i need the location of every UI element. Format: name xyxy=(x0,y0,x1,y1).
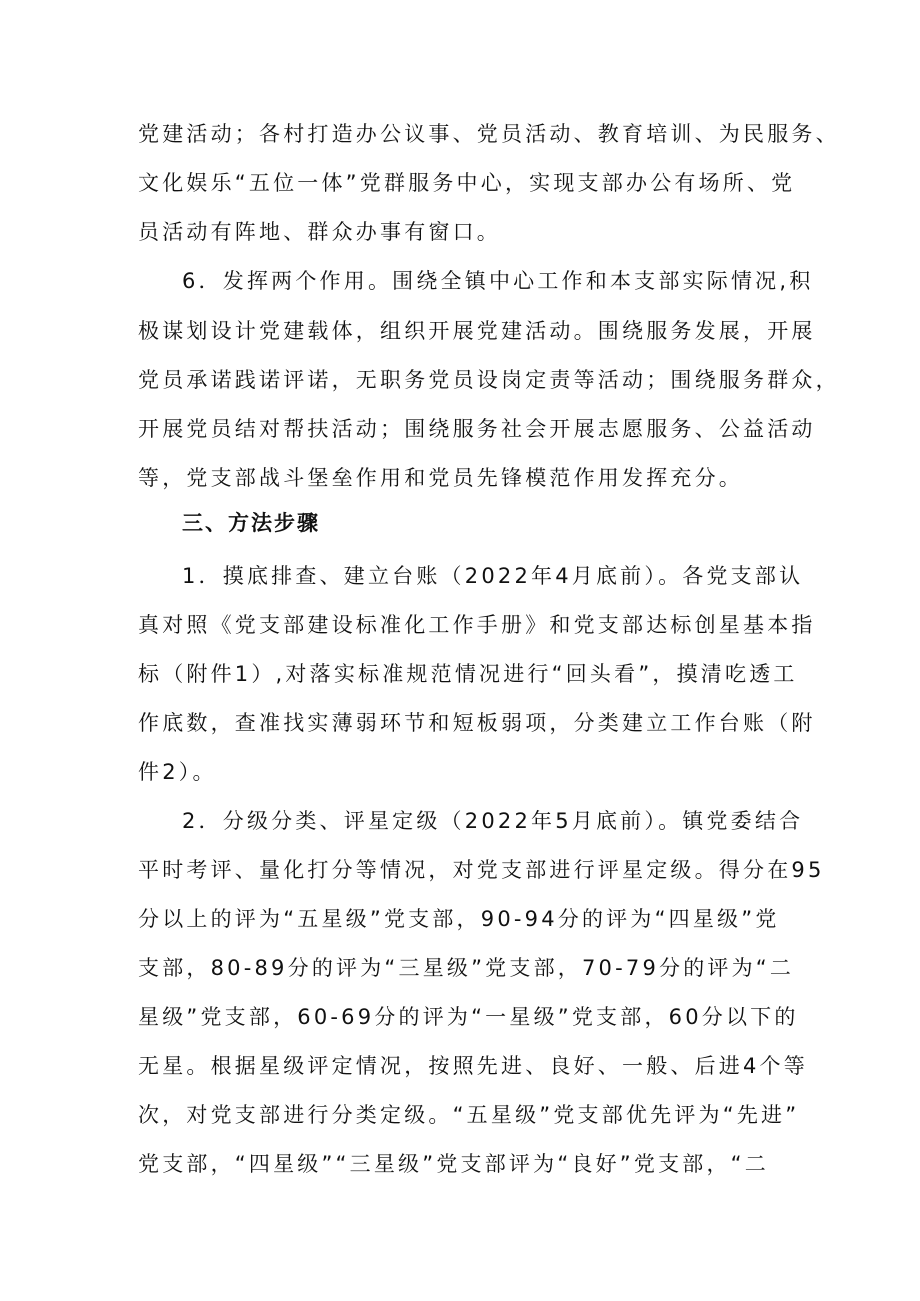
paragraph-line: 作底数，查准找实薄弱环节和短板弱项，分类建立工作台账（附 xyxy=(138,711,816,735)
paragraph-line: 6．发挥两个作用。围绕全镇中心工作和本支部实际情况,积 xyxy=(182,269,814,293)
paragraph-line: 标（附件1）,对落实标准规范情况进行“回头看”，摸清吃透工 xyxy=(138,662,798,686)
paragraph-line: 2．分级分类、评星定级（2022年5月底前）。镇党委结合 xyxy=(182,809,804,833)
paragraph-line: 极谋划设计党建载体，组织开展党建活动。围绕服务发展，开展 xyxy=(138,319,816,343)
paragraph-line: 党建活动；各村打造办公议事、党员活动、教育培训、为民服务、 xyxy=(138,122,840,146)
paragraph-line: 党员承诺践诺评诺，无职务党员设岗定责等活动；围绕服务群众， xyxy=(138,368,840,392)
paragraph-line: 开展党员结对帮扶活动；围绕服务社会开展志愿服务、公益活动 xyxy=(138,417,816,441)
paragraph-line: 党支部，“四星级”“三星级”党支部评为“良好”党支部，“二 xyxy=(138,1152,769,1176)
paragraph-line: 员活动有阵地、群众办事有窗口。 xyxy=(138,220,501,244)
paragraph-line: 真对照《党支部建设标准化工作手册》和党支部达标创星基本指 xyxy=(138,613,816,637)
paragraph-line: 星级”党支部，60-69分的评为“一星级”党支部，60分以下的 xyxy=(138,1005,799,1029)
section-heading: 三、方法步骤 xyxy=(182,511,320,535)
paragraph-line: 分以上的评为“五星级”党支部，90-94分的评为“四星级”党 xyxy=(138,907,780,931)
paragraph-line: 平时考评、量化打分等情况，对党支部进行评星定级。得分在95 xyxy=(138,858,825,882)
paragraph-line: 文化娱乐“五位一体”党群服务中心，实现支部办公有场所、党 xyxy=(138,171,796,195)
paragraph-line: 1．摸底排查、建立台账（2022年4月底前）。各党支部认 xyxy=(182,564,804,588)
paragraph-line: 件2）。 xyxy=(138,760,217,784)
paragraph-line: 无星。根据星级评定情况，按照先进、良好、一般、后进4个等 xyxy=(138,1054,808,1078)
paragraph-line: 次，对党支部进行分类定级。“五星级”党支部优先评为“先进” xyxy=(138,1103,800,1127)
paragraph-line: 等，党支部战斗堡垒作用和党员先锋模范作用发挥充分。 xyxy=(138,466,743,490)
paragraph-line: 支部，80-89分的评为“三星级”党支部，70-79分的评为“二 xyxy=(138,956,795,980)
